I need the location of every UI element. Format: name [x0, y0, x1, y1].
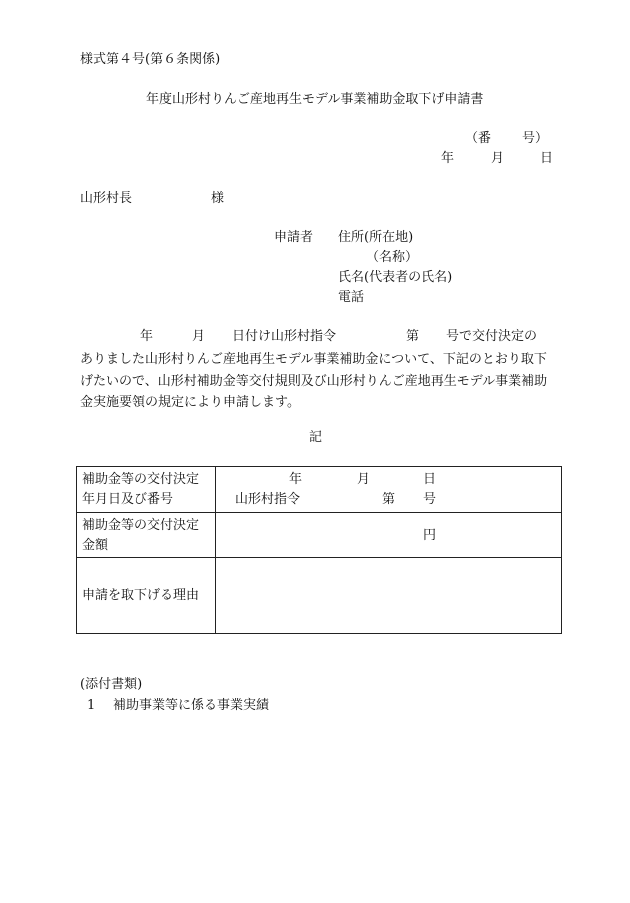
body-month: 月	[192, 329, 206, 344]
number-open: （番	[465, 131, 492, 146]
body-order: 日付け山形村指令	[232, 329, 337, 344]
addressee-honorific: 様	[211, 191, 225, 206]
applicant-address: 住所(所在地)	[338, 230, 414, 245]
row2-label-line2: 金額	[82, 538, 109, 553]
detail-table	[76, 466, 562, 634]
row1-month: 月	[357, 472, 371, 487]
row1-order: 山形村指令	[235, 492, 301, 507]
row2-unit: 円	[423, 528, 437, 543]
row1-label-line1: 補助金等の交付決定	[82, 472, 200, 487]
attachments-heading: (添付書類)	[80, 677, 143, 692]
table-row-separator	[77, 557, 561, 558]
row1-day: 日	[423, 472, 437, 487]
table-row-separator	[77, 512, 561, 513]
attachment-number: 1	[87, 698, 96, 713]
ki-heading: 記	[309, 430, 323, 445]
applicant-representative: 氏名(代表者の氏名)	[338, 270, 453, 285]
date-month: 月	[491, 151, 505, 166]
addressee: 山形村長	[80, 191, 133, 206]
row1-label-line2: 年月日及び番号	[82, 492, 174, 507]
date-year: 年	[441, 151, 455, 166]
body-decision: 号で交付決定の	[446, 329, 538, 344]
row1-no: 第	[382, 492, 396, 507]
applicant-label: 申請者	[274, 230, 314, 245]
row1-go: 号	[423, 492, 437, 507]
body-paragraph: ありました山形村りんご産地再生モデル事業補助金について、下記のとおり取下げたいので、山形村補助金等交付規則及び山形村りんご産地再生モデル事業補助金実施要領の規定により申請します。	[80, 352, 548, 410]
body-year: 年	[140, 329, 154, 344]
document-title: 年度山形村りんご産地再生モデル事業補助金取下げ申請書	[146, 92, 484, 107]
row2-label-line1: 補助金等の交付決定	[82, 518, 200, 533]
row3-label: 申請を取下げる理由	[82, 588, 200, 603]
attachment-item: 補助事業等に係る事業実績	[113, 698, 270, 713]
date-day: 日	[540, 151, 554, 166]
form-number: 様式第４号(第６条関係)	[80, 52, 221, 67]
body-no: 第	[406, 329, 420, 344]
table-divider	[215, 467, 216, 633]
applicant-phone: 電話	[338, 290, 365, 305]
applicant-name-corp: （名称）	[366, 250, 419, 265]
number-close: 号）	[522, 131, 549, 146]
row1-year: 年	[289, 472, 303, 487]
